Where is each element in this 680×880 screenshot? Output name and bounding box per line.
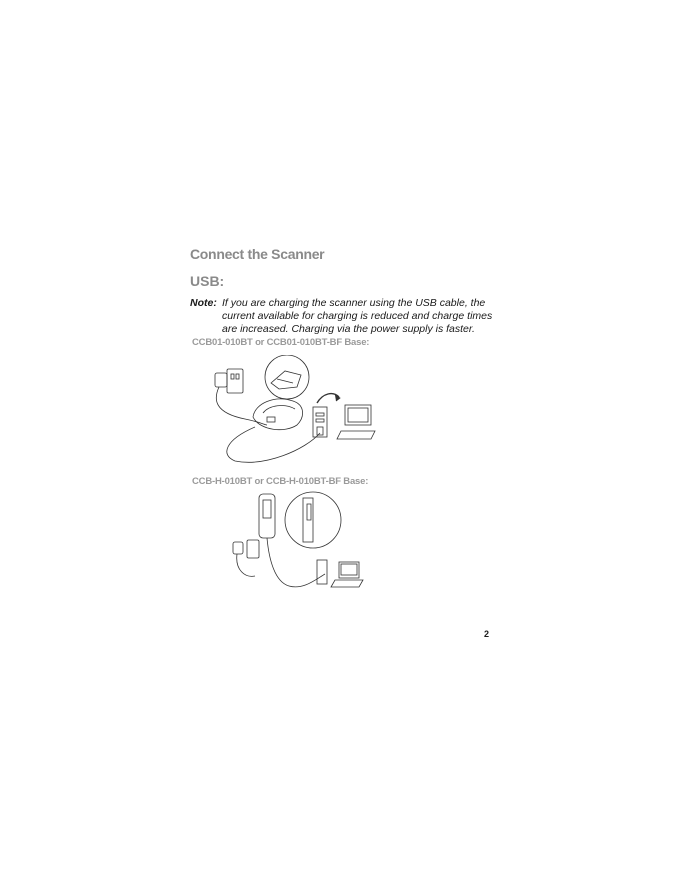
wall-outlet-icon: [247, 540, 259, 558]
power-adapter-icon: [233, 542, 243, 554]
computer-tower-icon: [317, 560, 327, 584]
power-adapter-icon: [215, 373, 227, 387]
note-text: If you are charging the scanner using the USB cable, the current available for charging is reduced and charge times are increased. Charging via the power supply is faster.: [222, 297, 493, 335]
charging-base-icon: [259, 494, 275, 538]
illustration-ccbh-usb-connection: [225, 490, 375, 595]
illustration-ccb01-usb-connection: [205, 355, 390, 470]
usb-cable-icon: [227, 427, 320, 462]
figure-caption-1: CCB01-010BT or CCB01-010BT-BF Base:: [192, 337, 370, 348]
monitor-icon: [339, 562, 359, 578]
charging-base-icon: [253, 399, 303, 430]
section-heading: Connect the Scanner: [190, 246, 325, 262]
keyboard-icon: [331, 580, 363, 587]
keyboard-icon: [337, 431, 375, 439]
figure-caption-2: CCB-H-010BT or CCB-H-010BT-BF Base:: [192, 476, 369, 487]
page-number: 2: [484, 629, 490, 639]
subsection-heading: USB:: [190, 273, 225, 289]
zoom-detail-icon: [265, 355, 309, 399]
note-label: Note:: [190, 297, 217, 309]
usb-cable-icon: [267, 538, 325, 587]
wall-outlet-icon: [227, 369, 243, 393]
